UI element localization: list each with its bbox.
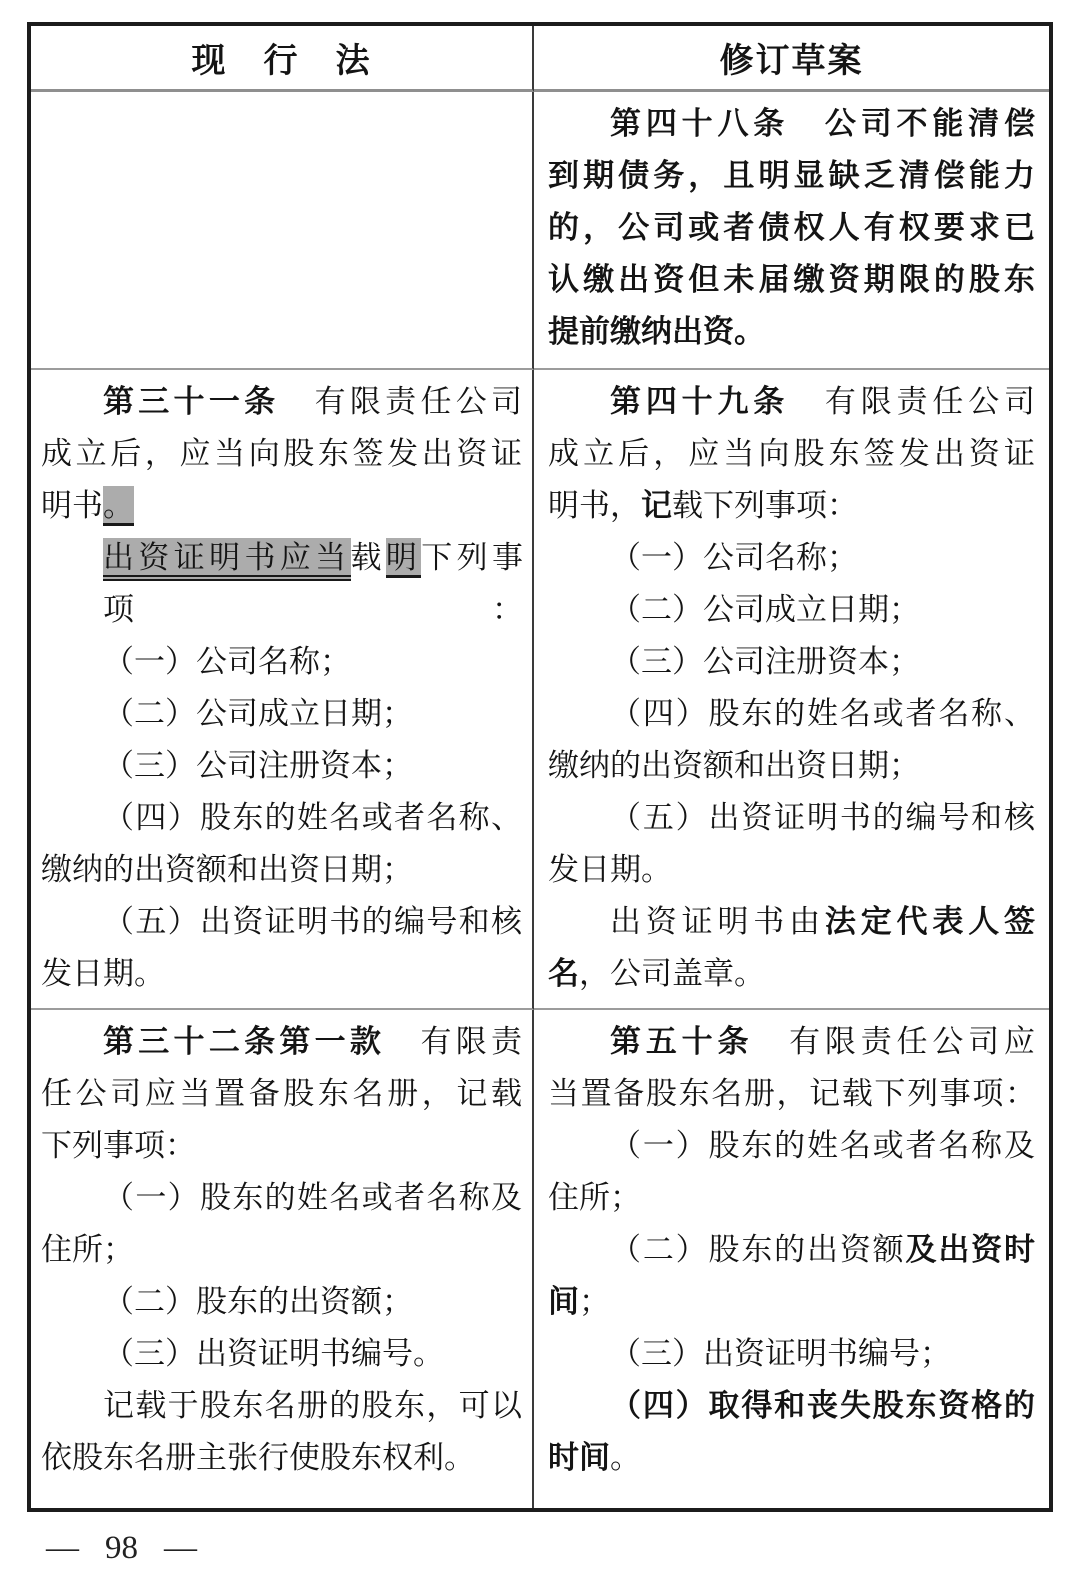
paragraph bbox=[41, 792, 522, 896]
text-line bbox=[548, 948, 1035, 1000]
text-line bbox=[548, 1068, 1035, 1120]
text-line bbox=[548, 792, 1035, 844]
paragraph bbox=[548, 1120, 1035, 1224]
text-line bbox=[41, 1120, 522, 1172]
paragraph bbox=[41, 1000, 522, 1010]
text-run: （三）公司注册资本； bbox=[103, 748, 413, 783]
text-line bbox=[41, 1000, 522, 1010]
footer-dash-left: — bbox=[46, 1530, 79, 1566]
added-text: （四）取得和丧失股东资格的 bbox=[610, 1388, 1035, 1424]
added-text: 名 bbox=[548, 956, 579, 992]
cell-row2-revised-draft-article-49 bbox=[534, 370, 1049, 1010]
text-run: （二）公司成立日期； bbox=[103, 696, 413, 731]
text-line bbox=[41, 1068, 522, 1120]
paragraph bbox=[548, 98, 1035, 358]
paragraph bbox=[41, 1172, 522, 1276]
text-line bbox=[548, 1224, 1035, 1276]
added-text: 提前缴纳出资。 bbox=[548, 314, 765, 350]
text-line bbox=[41, 636, 522, 688]
text-line bbox=[548, 532, 1035, 584]
cell-row2-current-law-article-31 bbox=[31, 370, 534, 1010]
text-line bbox=[41, 1016, 522, 1068]
text-line bbox=[548, 98, 1035, 150]
added-text: 第五十条 bbox=[610, 1024, 790, 1060]
paragraph bbox=[548, 1224, 1035, 1328]
added-text: 记 bbox=[641, 488, 672, 524]
paragraph bbox=[548, 376, 1035, 532]
text-line bbox=[548, 1120, 1035, 1172]
paragraph bbox=[41, 1016, 522, 1172]
paragraph bbox=[548, 1380, 1035, 1484]
text-line bbox=[548, 428, 1035, 480]
text-run: （三）出资证明书编号。 bbox=[103, 1336, 444, 1371]
text-line bbox=[548, 202, 1035, 254]
text-run: 有限责 bbox=[420, 1024, 523, 1059]
text-run: 有限责任公司应 bbox=[789, 1024, 1036, 1059]
text-line bbox=[548, 896, 1035, 948]
text-run: 。 bbox=[610, 1440, 641, 1475]
text-line bbox=[41, 1276, 522, 1328]
text-run: 有限责任公司 bbox=[824, 384, 1036, 419]
paragraph bbox=[548, 688, 1035, 792]
text-run: （四）股东的姓名或者名称、 bbox=[610, 696, 1035, 731]
text-run: 住所； bbox=[548, 1180, 641, 1215]
text-line bbox=[41, 376, 522, 428]
text-line bbox=[548, 254, 1035, 306]
text-line bbox=[41, 428, 522, 480]
text-run: 明书， bbox=[548, 488, 641, 523]
text-run: （三）出资证明书编号； bbox=[610, 1336, 951, 1371]
added-text: 法定代表人签 bbox=[824, 904, 1036, 940]
text-run: （一）公司名称； bbox=[610, 540, 858, 575]
cell-row3-current-law-article-32 bbox=[31, 1010, 534, 1508]
text-run: 下列事项： bbox=[103, 540, 523, 627]
text-run: （三）公司注册资本； bbox=[610, 644, 920, 679]
text-run: （一）公司名称； bbox=[103, 644, 351, 679]
text-run: 任公司应当置备股东名册，记载 bbox=[41, 1076, 522, 1111]
text-run: ，公司盖章。 bbox=[579, 956, 765, 991]
text-line bbox=[548, 1380, 1035, 1432]
text-run: ； bbox=[579, 1284, 610, 1319]
page-number: 98 bbox=[105, 1530, 138, 1566]
text-line bbox=[41, 532, 522, 636]
cell-row1-revised-draft-article-48 bbox=[534, 92, 1049, 370]
text-line bbox=[41, 1432, 522, 1484]
deleted-text: 。 bbox=[103, 486, 134, 526]
paragraph bbox=[548, 1016, 1035, 1120]
text-line bbox=[41, 480, 522, 532]
text-run: 载下列事项： bbox=[672, 488, 858, 523]
text-line bbox=[548, 1276, 1035, 1328]
text-run: 下列事项： bbox=[41, 1128, 196, 1163]
text-line bbox=[41, 844, 522, 896]
paragraph bbox=[548, 1328, 1035, 1380]
added-text: 第四十九条 bbox=[610, 384, 825, 420]
paragraph bbox=[41, 1380, 522, 1484]
text-line bbox=[548, 150, 1035, 202]
text-line bbox=[548, 306, 1035, 358]
text-run: 成立后，应当向股东签发出资证 bbox=[548, 436, 1035, 471]
text-run: （二）公司成立日期； bbox=[610, 592, 920, 627]
cell-row1-current-law-empty bbox=[31, 92, 534, 370]
text-line bbox=[548, 480, 1035, 532]
text-run: （五）出资证明书的编号和核 bbox=[103, 904, 522, 939]
text-line bbox=[548, 1172, 1035, 1224]
added-text: 到期债务，且明显缺乏清偿能力 bbox=[548, 158, 1035, 194]
paragraph bbox=[548, 532, 1035, 584]
header-revised-draft-label: 修订草案 bbox=[719, 41, 864, 81]
text-run: （二）股东的出资额 bbox=[610, 1232, 906, 1267]
text-line bbox=[41, 1224, 522, 1276]
text-run: 有限责任公司 bbox=[314, 384, 523, 419]
paragraph bbox=[41, 688, 522, 740]
text-line bbox=[41, 1380, 522, 1432]
text-line bbox=[548, 1328, 1035, 1380]
text-line bbox=[548, 636, 1035, 688]
page-footer bbox=[46, 1530, 197, 1567]
added-text: 间 bbox=[548, 1284, 579, 1320]
text-run: 发日期。 bbox=[548, 852, 672, 887]
text-line bbox=[548, 584, 1035, 636]
text-run: （一）股东的姓名或者名称及 bbox=[103, 1180, 522, 1215]
text-run: 住所； bbox=[41, 1232, 134, 1267]
paragraph bbox=[548, 636, 1035, 688]
added-text: 的，公司或者债权人有权要求已 bbox=[548, 210, 1035, 246]
text-run: （二）股东的出资额； bbox=[103, 1284, 413, 1319]
text-line bbox=[41, 948, 522, 1000]
text-run: 明书 bbox=[41, 488, 103, 523]
text-run: 依股东名册主张行使股东权利。 bbox=[41, 1440, 475, 1475]
text-run: （五）出资证明书的编号和核 bbox=[610, 800, 1035, 835]
text-line bbox=[41, 792, 522, 844]
paragraph bbox=[41, 1276, 522, 1328]
law-comparison-table bbox=[27, 22, 1053, 1512]
paragraph bbox=[41, 376, 522, 532]
text-run: （四）股东的姓名或者名称、 bbox=[103, 800, 522, 835]
header-cell-current-law bbox=[31, 26, 534, 92]
paragraph bbox=[41, 896, 522, 1000]
text-run: （一）股东的姓名或者名称及 bbox=[610, 1128, 1035, 1163]
text-line bbox=[548, 1016, 1035, 1068]
added-text: 及出资时 bbox=[905, 1232, 1035, 1268]
text-line bbox=[548, 376, 1035, 428]
text-line bbox=[41, 1172, 522, 1224]
text-run: 发日期。 bbox=[41, 956, 165, 991]
deleted-text: 出资证明书应当 bbox=[103, 538, 351, 581]
text-line bbox=[548, 844, 1035, 896]
text-line bbox=[41, 896, 522, 948]
text-run: 载 bbox=[350, 540, 386, 575]
text-run: 成立后，应当向股东签发出资证 bbox=[41, 436, 522, 471]
header-current-law-label: 现 行 法 bbox=[191, 41, 372, 81]
footer-dash-right: — bbox=[164, 1530, 197, 1566]
text-run: 缴纳的出资额和出资日期； bbox=[41, 852, 413, 887]
paragraph bbox=[548, 584, 1035, 636]
text-line bbox=[548, 688, 1035, 740]
header-cell-revised-draft bbox=[534, 26, 1049, 92]
paragraph bbox=[548, 792, 1035, 896]
deleted-text: 明 bbox=[386, 538, 421, 578]
text-run: 记载于股东名册的股东，可以 bbox=[103, 1388, 522, 1423]
added-text: 第四十八条 公司不能清偿 bbox=[610, 106, 1035, 142]
paragraph bbox=[41, 740, 522, 792]
paragraph bbox=[41, 1328, 522, 1380]
text-line bbox=[548, 1432, 1035, 1484]
text-line bbox=[41, 740, 522, 792]
text-run: 出资证明书由 bbox=[610, 904, 825, 939]
added-text: 认缴出资但未届缴资期限的股东 bbox=[548, 262, 1035, 298]
added-text: 时间 bbox=[548, 1440, 610, 1476]
text-run: 缴纳的出资额和出资日期； bbox=[548, 748, 920, 783]
text-line bbox=[41, 688, 522, 740]
text-line bbox=[41, 1328, 522, 1380]
paragraph bbox=[41, 636, 522, 688]
added-text: 第三十二条第一款 bbox=[103, 1024, 421, 1060]
text-run: 当置备股东名册，记载下列事项： bbox=[548, 1076, 1035, 1111]
added-text: 第三十一条 bbox=[103, 384, 315, 420]
cell-row3-revised-draft-article-50 bbox=[534, 1010, 1049, 1508]
text-line bbox=[548, 740, 1035, 792]
paragraph bbox=[548, 896, 1035, 1000]
paragraph bbox=[41, 532, 522, 636]
